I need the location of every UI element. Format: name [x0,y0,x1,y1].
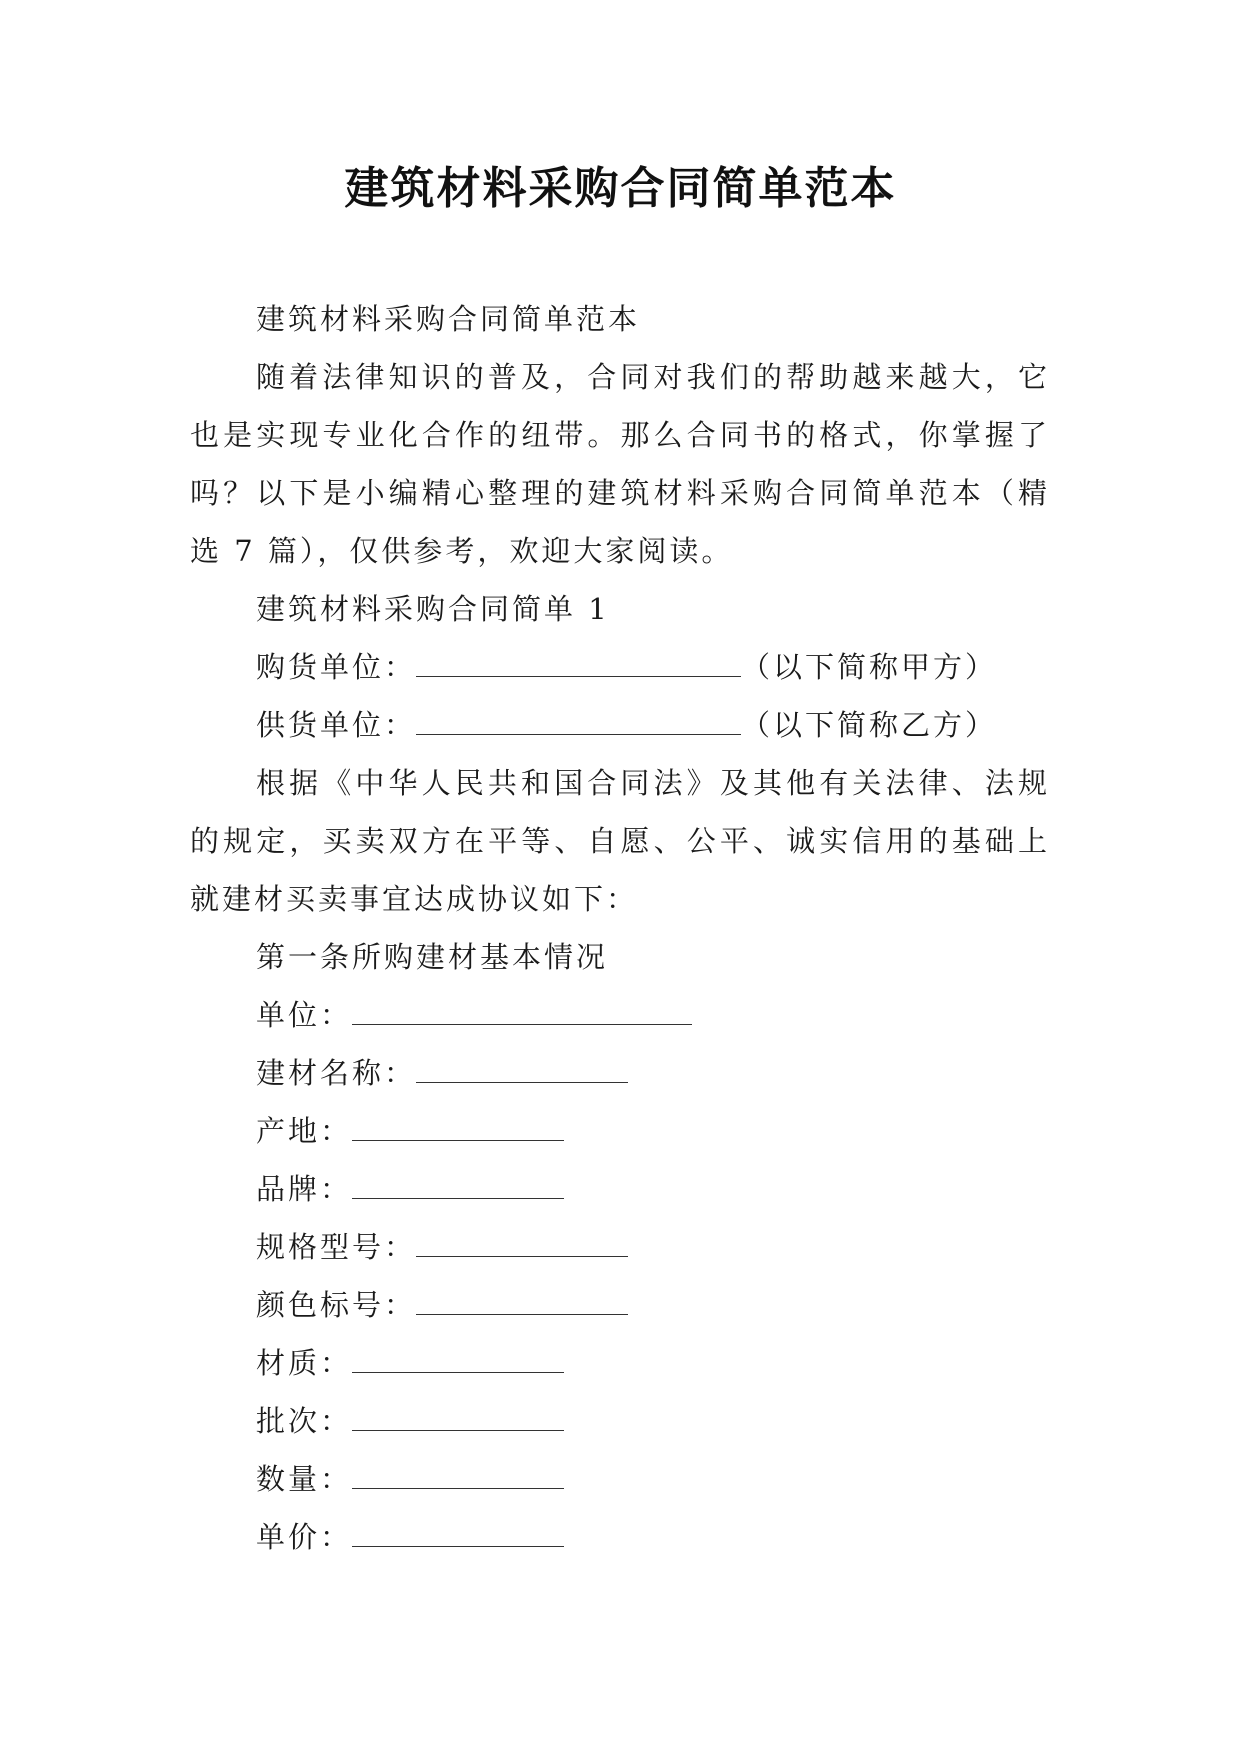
seller-line [190,696,1050,754]
field-label: 单价： [256,1520,353,1554]
field-blank [352,1456,564,1489]
field-quantity [190,1450,1050,1508]
field-brand [190,1160,1050,1218]
field-label: 材质： [256,1346,353,1380]
field-blank [352,1398,564,1431]
field-label: 数量： [256,1462,353,1496]
document-body [190,290,1050,1566]
seller-label: 供货单位： [256,708,417,742]
intro-paragraph: 随着法律知识的普及，合同对我们的帮助越来越大，它也是实现专业化合作的纽带。那么合同书的格式，你掌握了吗？以下是小编精心整理的建筑材料采购合同简单范本（精选 7 篇），仅供参考，欢迎大家阅读。 [190,360,1050,568]
field-label: 建材名称： [256,1056,417,1090]
field-label: 产地： [256,1114,353,1148]
subtitle: 建筑材料采购合同简单范本 [256,302,641,336]
field-label: 单位： [256,998,353,1032]
field-label: 批次： [256,1404,353,1438]
buyer-blank [416,644,741,677]
field-blank [352,1340,564,1373]
basis-paragraph: 根据《中华人民共和国合同法》及其他有关法律、法规的规定，买卖双方在平等、自愿、公平、诚实信用的基础上就建材买卖事宜达成协议如下： [190,766,1050,916]
field-unit [190,986,1050,1044]
field-batch [190,1392,1050,1450]
field-label: 规格型号： [256,1230,417,1264]
field-material [190,1334,1050,1392]
field-label: 颜色标号： [256,1288,417,1322]
field-blank [352,1514,564,1547]
field-blank [416,1282,628,1315]
field-spec [190,1218,1050,1276]
field-label: 品牌： [256,1172,353,1206]
document-title: 建筑材料采购合同简单范本 [344,163,897,214]
buyer-suffix: （以下简称甲方） [741,650,998,684]
field-color [190,1276,1050,1334]
seller-blank [416,702,741,735]
field-blank [416,1050,628,1083]
section-heading: 建筑材料采购合同简单 1 [256,592,610,626]
field-blank [352,1166,564,1199]
field-blank [352,1108,564,1141]
seller-suffix: （以下简称乙方） [741,708,998,742]
buyer-line [190,638,1050,696]
field-name [190,1044,1050,1102]
article-heading: 第一条所购建材基本情况 [256,940,609,974]
field-origin [190,1102,1050,1160]
field-blank [352,992,692,1025]
field-blank [416,1224,628,1257]
buyer-label: 购货单位： [256,650,417,684]
field-price [190,1508,1050,1566]
